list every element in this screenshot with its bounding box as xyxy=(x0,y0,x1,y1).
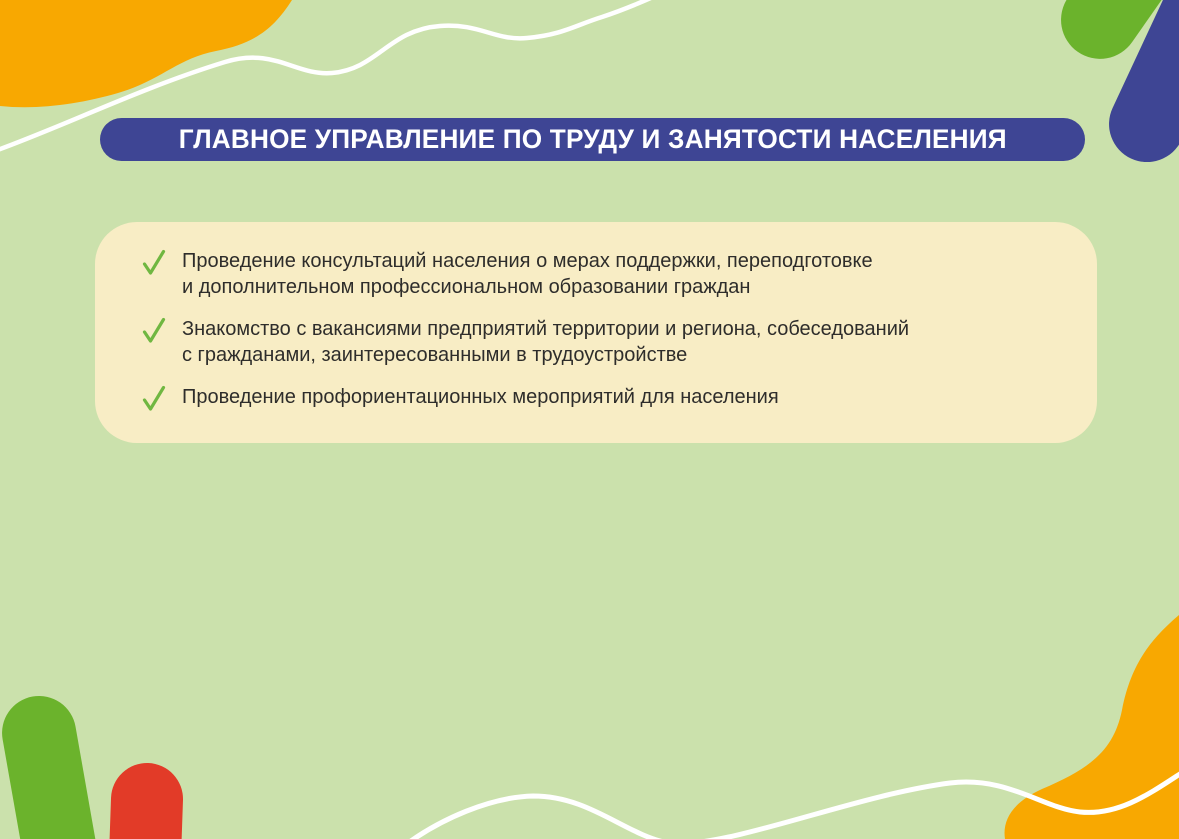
item-text xyxy=(182,316,909,368)
check-icon xyxy=(140,317,167,344)
page-title: ГЛАВНОЕ УПРАВЛЕНИЕ ПО ТРУДУ И ЗАНЯТОСТИ НАСЕЛЕНИЯ xyxy=(178,124,1007,154)
item-line: Знакомство с вакансиями предприятий территории и региона, собеседований xyxy=(182,318,910,340)
item-text xyxy=(182,248,873,300)
red-finger-bottom-left xyxy=(108,762,184,839)
green-finger-bottom-left xyxy=(0,690,104,839)
item-line: Проведение консультаций населения о мерах поддержки, переподготовке xyxy=(182,250,873,272)
check-icon xyxy=(140,385,167,412)
item-line: Проведение профориентационных мероприятий для населения xyxy=(182,386,779,408)
info-card xyxy=(95,222,1097,443)
orange-blob-bottom-right xyxy=(1005,615,1179,839)
list-item xyxy=(140,248,1057,300)
item-line: с гражданами, заинтересованными в трудоустройстве xyxy=(182,344,688,366)
list-item xyxy=(140,316,1057,368)
check-icon xyxy=(140,249,167,276)
item-text xyxy=(182,384,779,410)
header-banner xyxy=(100,118,1085,161)
list-item xyxy=(140,384,1057,412)
item-line: и дополнительном профессиональном образовании граждан xyxy=(182,276,751,298)
